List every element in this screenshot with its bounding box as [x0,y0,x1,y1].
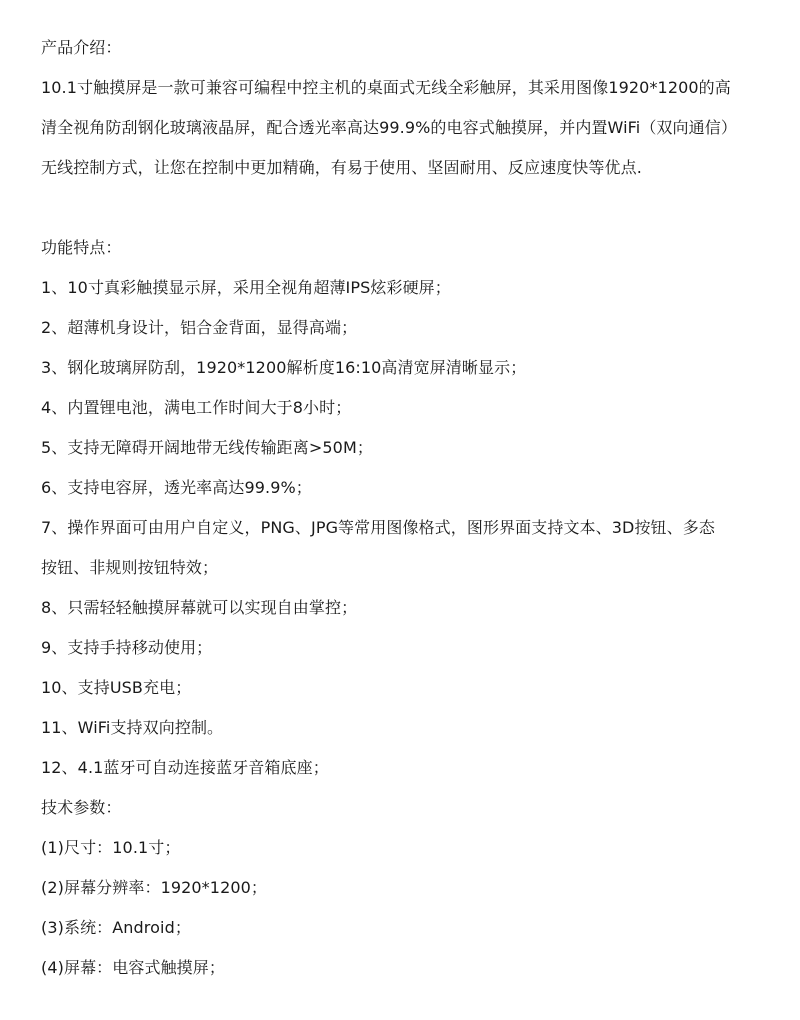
feature-item: 5、支持无障碍开阔地带无线传输距离>50M； [41,438,373,457]
feature-item: 6、支持电容屏，透光率高达99.9%； [41,478,312,497]
feature-item-continuation: 按钮、非规则按钮特效； [41,558,219,577]
specs-heading: 技术参数： [41,798,122,817]
feature-item: 10、支持USB充电； [41,678,192,697]
feature-item: 8、只需轻轻触摸屏幕就可以实现自由掌控； [41,598,358,617]
features-heading: 功能特点： [41,238,122,257]
feature-item: 9、支持手持移动使用； [41,638,213,657]
feature-item: 1、10寸真彩触摸显示屏，采用全视角超薄IPS炫彩硬屏； [41,278,451,297]
feature-item: 11、WiFi支持双向控制。 [41,718,224,737]
feature-item: 4、内置锂电池，满电工作时间大于8小时； [41,398,352,417]
feature-item: 12、4.1蓝牙可自动连接蓝牙音箱底座； [41,758,329,777]
feature-item: 3、钢化玻璃屏防刮，1920*1200解析度16:10高清宽屏清晰显示； [41,358,527,377]
spec-item: (1)尺寸：10.1寸； [41,838,181,857]
section-spacer [41,188,776,228]
intro-line: 10.1寸触摸屏是一款可兼容可编程中控主机的桌面式无线全彩触屏，其采用图像1920*1200的高 [41,78,731,97]
intro-line: 清全视角防刮钢化玻璃液晶屏，配合透光率高达99.9%的电容式触摸屏，并内置WiFi（双向通信） [41,118,737,137]
feature-item: 2、超薄机身设计，铝合金背面，显得高端； [41,318,358,337]
spec-item: (3)系统：Android； [41,918,191,937]
spec-item: (4)屏幕：电容式触摸屏； [41,958,225,977]
intro-line: 无线控制方式，让您在控制中更加精确，有易于使用、坚固耐用、反应速度快等优点. [41,158,642,177]
feature-item: 7、操作界面可由用户自定义，PNG、JPG等常用图像格式，图形界面支持文本、3D按钮、多态 [41,518,715,537]
intro-heading: 产品介绍： [41,38,122,57]
spec-item: (2)屏幕分辨率：1920*1200； [41,878,268,897]
